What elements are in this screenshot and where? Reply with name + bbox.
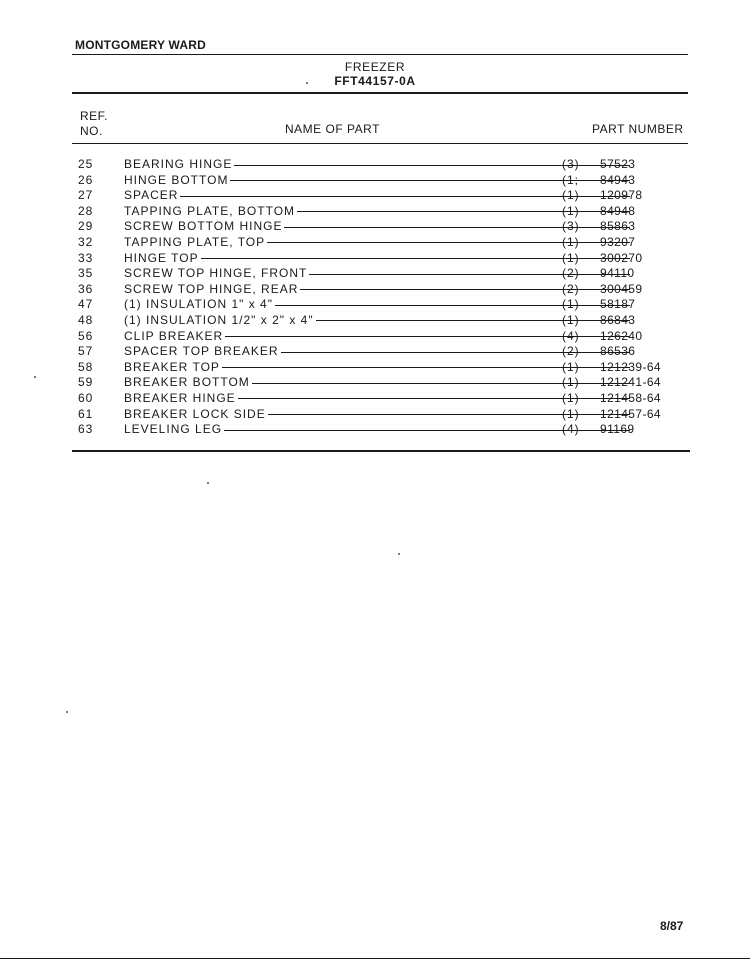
part-name-cell <box>124 407 630 421</box>
part-name: BREAKER HINGE <box>124 390 236 405</box>
part-number: 93207 <box>600 234 636 249</box>
footer-rule <box>0 958 750 959</box>
part-name: SCREW TOP HINGE, FRONT <box>124 266 308 281</box>
ref-header-line1: REF. <box>80 109 109 123</box>
part-name-cell <box>124 360 630 374</box>
part-number: 300459 <box>600 281 643 296</box>
parts-row <box>78 204 698 220</box>
part-name-cell <box>124 297 630 311</box>
part-name: HINGE TOP <box>124 250 199 265</box>
quantity: (1) <box>562 203 580 218</box>
scan-speck <box>66 711 68 713</box>
quantity: (2) <box>562 266 580 281</box>
brand-name: MONTGOMERY WARD <box>75 38 206 52</box>
part-number: 84948 <box>600 203 636 218</box>
ref-number: 26 <box>78 172 94 187</box>
title-rule <box>72 92 688 94</box>
part-name-cell <box>124 422 630 436</box>
quantity: (2) <box>562 281 580 296</box>
parts-row <box>78 329 698 345</box>
revision-date: 8/87 <box>660 919 684 933</box>
part-number: 58187 <box>600 297 636 312</box>
part-number: 57523 <box>600 157 636 171</box>
part-number: 126240 <box>600 328 643 343</box>
part-name-cell <box>124 204 630 218</box>
quantity: (1) <box>562 312 580 327</box>
parts-row <box>78 313 698 329</box>
ref-number: 47 <box>78 297 94 312</box>
part-name: BEARING HINGE <box>124 157 233 171</box>
part-number: 121457-64 <box>600 406 661 421</box>
part-name: TAPPING PLATE, BOTTOM <box>124 203 296 218</box>
part-name-cell <box>124 188 630 202</box>
part-number: 84943 <box>600 172 636 187</box>
part-number: 86536 <box>600 344 636 359</box>
part-name-cell <box>124 173 630 187</box>
part-name: BREAKER TOP <box>124 359 220 374</box>
quantity: (1) <box>562 297 580 312</box>
ref-number: 27 <box>78 188 94 203</box>
part-name: LEVELING LEG <box>124 422 223 437</box>
parts-row <box>78 407 698 423</box>
quantity: (1) <box>562 188 580 203</box>
product-title: FREEZER <box>344 60 406 74</box>
part-number: 300270 <box>600 250 643 265</box>
quantity: (1) <box>562 390 580 405</box>
part-number: 121239-64 <box>600 359 661 374</box>
bottom-rule <box>72 450 690 452</box>
part-name-cell <box>124 266 630 280</box>
part-number: 85863 <box>600 219 636 234</box>
part-name: (1) INSULATION 1/2" x 2" x 4" <box>124 312 314 327</box>
parts-row <box>78 375 698 391</box>
quantity: (3) <box>562 157 580 171</box>
part-number-header: PART NUMBER <box>592 122 684 136</box>
part-name: SPACER TOP BREAKER <box>124 344 279 359</box>
part-number: 120978 <box>600 188 643 203</box>
ref-number: 60 <box>78 390 94 405</box>
parts-list <box>78 157 698 438</box>
dot-leader <box>309 274 630 275</box>
parts-row <box>78 360 698 376</box>
parts-row <box>78 219 698 235</box>
part-number: 121241-64 <box>600 375 661 390</box>
part-name-cell <box>124 219 630 233</box>
dot-leader <box>300 289 630 290</box>
part-name: CLIP BREAKER <box>124 328 224 343</box>
part-name-cell <box>124 391 630 405</box>
ref-number: 56 <box>78 328 94 343</box>
quantity: (1) <box>562 250 580 265</box>
quantity: (4) <box>562 422 580 437</box>
part-name-cell <box>124 375 630 389</box>
quantity: (1) <box>562 234 580 249</box>
scan-speck <box>306 82 308 84</box>
parts-row <box>78 157 698 173</box>
ref-number: 59 <box>78 375 94 390</box>
part-number: 91169 <box>600 422 635 437</box>
quantity: (3) <box>562 219 580 234</box>
name-of-part-header: NAME OF PART <box>285 122 380 136</box>
ref-number: 36 <box>78 281 94 296</box>
part-name-cell <box>124 313 630 327</box>
part-name: BREAKER LOCK SIDE <box>124 406 266 421</box>
ref-number: 58 <box>78 359 94 374</box>
part-name: HINGE BOTTOM <box>124 172 229 187</box>
part-name-cell <box>124 329 630 343</box>
header-rule <box>72 143 688 144</box>
parts-row <box>78 282 698 298</box>
part-number: 121458-64 <box>600 390 661 405</box>
part-number: 94110 <box>600 266 635 281</box>
parts-row <box>78 235 698 251</box>
dot-leader <box>316 320 630 321</box>
model-number: FFT44157-0A <box>334 74 416 88</box>
part-name: (1) INSULATION 1" x 4" <box>124 297 273 312</box>
parts-row <box>78 391 698 407</box>
parts-row <box>78 266 698 282</box>
parts-row <box>78 251 698 267</box>
quantity: (2) <box>562 344 580 359</box>
part-name: SCREW BOTTOM HINGE <box>124 219 283 234</box>
scan-speck <box>398 553 400 555</box>
quantity: (1; <box>562 172 580 187</box>
ref-number: 48 <box>78 312 94 327</box>
parts-row <box>78 173 698 189</box>
ref-number: 33 <box>78 250 94 265</box>
quantity: (1) <box>562 375 580 390</box>
part-name-cell <box>124 235 630 249</box>
part-name: SCREW TOP HINGE, REAR <box>124 281 299 296</box>
parts-row <box>78 297 698 313</box>
scan-speck <box>207 482 209 484</box>
parts-row <box>78 188 698 204</box>
part-name-cell <box>124 157 630 171</box>
ref-number: 61 <box>78 406 94 421</box>
ref-number: 28 <box>78 203 94 218</box>
part-name: TAPPING PLATE, TOP <box>124 234 266 249</box>
ref-number: 29 <box>78 219 94 234</box>
ref-number: 57 <box>78 344 94 359</box>
ref-number: 32 <box>78 234 94 249</box>
ref-number: 35 <box>78 266 94 281</box>
ref-header-line2: NO. <box>80 124 103 138</box>
part-name-cell <box>124 282 630 296</box>
part-name-cell <box>124 251 630 265</box>
top-rule <box>72 54 688 55</box>
part-number: 86843 <box>600 312 636 327</box>
part-name: BREAKER BOTTOM <box>124 375 250 390</box>
quantity: (4) <box>562 328 580 343</box>
quantity: (1) <box>562 406 580 421</box>
scan-speck <box>34 376 36 378</box>
parts-row <box>78 344 698 360</box>
dot-leader <box>297 211 630 212</box>
parts-row <box>78 422 698 438</box>
part-name: SPACER <box>124 188 179 203</box>
ref-number: 25 <box>78 157 94 171</box>
part-name-cell <box>124 344 630 358</box>
ref-number: 63 <box>78 422 94 437</box>
quantity: (1) <box>562 359 580 374</box>
